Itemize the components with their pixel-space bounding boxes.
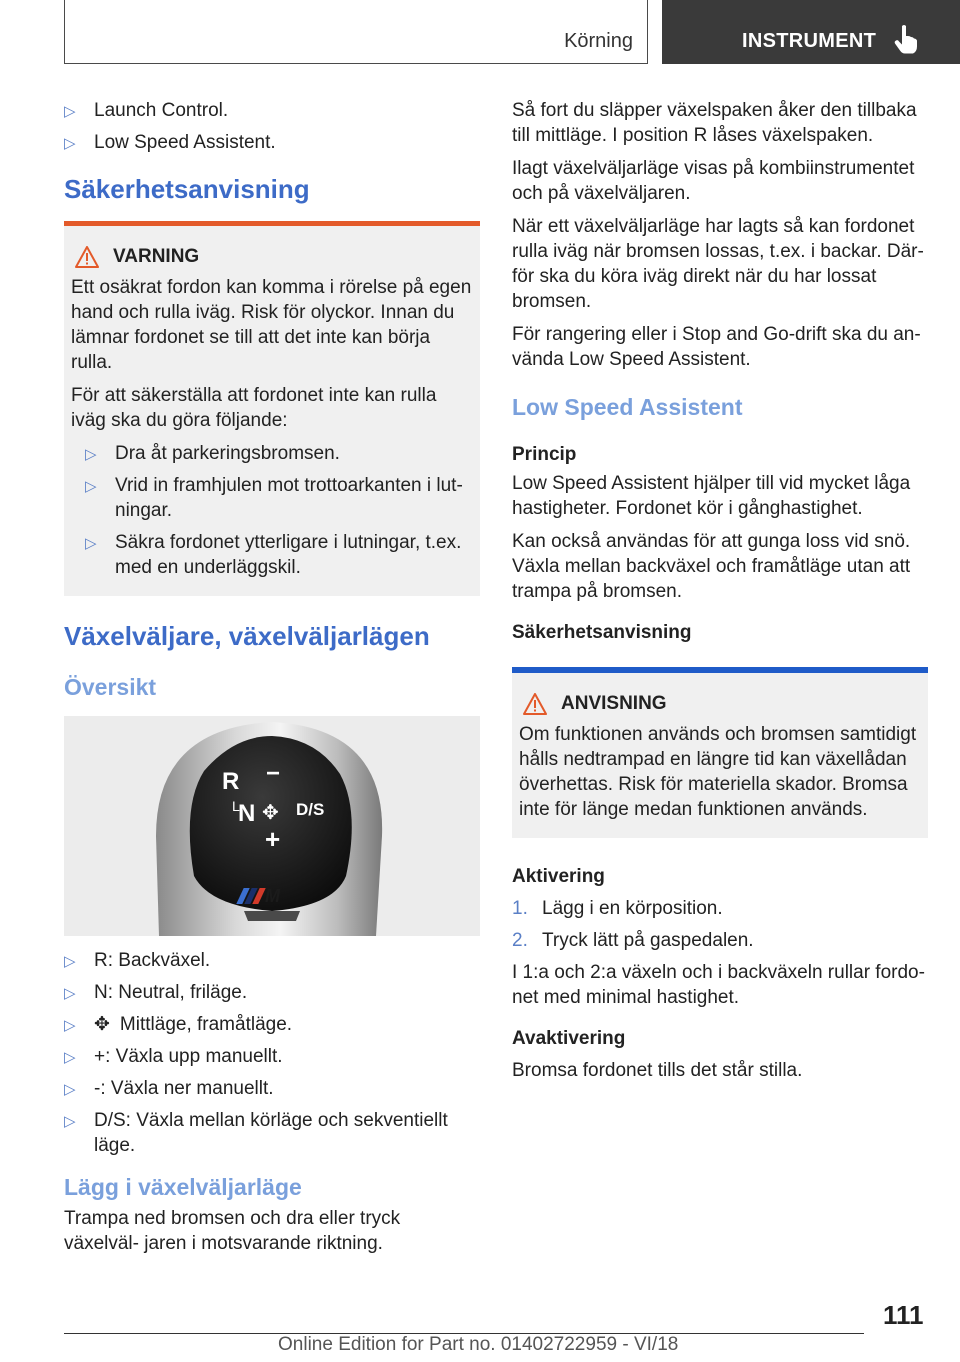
list-item: ▷ Vrid in framhjulen mot trottoarkanten i lut- ningar.	[85, 475, 463, 521]
warning-list	[71, 441, 473, 580]
left-column	[64, 98, 480, 1256]
center-position-icon: ✥	[262, 802, 279, 824]
principle-heading: Princip	[512, 444, 577, 465]
gear-selector-image	[64, 716, 480, 936]
safety-heading: Säkerhetsanvisning	[64, 174, 310, 204]
triangle-bullet-icon: ▷	[64, 1049, 76, 1066]
warning-title: VARNING	[71, 244, 473, 269]
list-item: ▷ Low Speed Assistent.	[64, 130, 480, 155]
paragraph: För rangering eller i Stop and Go-drift ska du an- vända Low Speed Assistent.	[512, 324, 921, 370]
pointing-hand-icon	[894, 24, 920, 54]
header-section-label: Körning	[564, 30, 633, 52]
knob-label-minus: −	[266, 760, 281, 787]
warning-box	[64, 221, 480, 596]
warning-text-2: För att säkerställa att fordonet inte kan rulla iväg ska du göra följande:	[71, 385, 437, 431]
header-chapter-tab[interactable]	[662, 0, 960, 64]
triangle-bullet-icon: ▷	[64, 953, 76, 970]
engage-text: Trampa ned bromsen och dra eller tryck växelväl- jaren i motsvarande riktning.	[64, 1208, 401, 1254]
triangle-bullet-icon: ▷	[64, 985, 76, 1002]
right-column	[512, 98, 928, 1083]
list-item: ▷ N: Neutral, friläge.	[64, 980, 480, 1005]
top-bullet-list	[64, 98, 480, 155]
paragraph: Kan också användas för att gunga loss vid snö. Växla mellan backväxel och framåtläge utan att trampa på bromsen.	[512, 531, 911, 602]
paragraph: Så fort du släpper växelspaken åker den tillbaka till mittläge. I position R låses växelspaken.	[512, 100, 917, 146]
triangle-bullet-icon: ▷	[85, 446, 97, 463]
paragraph: Ilagt växelväljarläge visas på kombiinstrumentet och på växelväljaren.	[512, 158, 915, 204]
lsa-heading: Low Speed Assistent	[512, 394, 743, 420]
knob-label-l: L	[232, 798, 240, 814]
triangle-bullet-icon: ▷	[64, 1017, 76, 1034]
page-number: 111	[883, 1300, 924, 1330]
center-position-icon: ✥	[94, 1014, 110, 1035]
warning-triangle-icon	[75, 246, 99, 268]
header-chapter-label: INSTRUMENT	[742, 30, 877, 52]
knob-label-ds: D/S	[296, 800, 325, 819]
list-item: ▷ Säkra fordonet ytterligare i lutningar, t.ex. med en underläggskil.	[85, 532, 462, 578]
triangle-bullet-icon: ▷	[64, 103, 76, 120]
list-item: 2. Tryck lätt på gaspedalen.	[512, 930, 754, 951]
footer-edition: Online Edition for Part no. 01402722959 - VI/18	[278, 1334, 679, 1355]
list-item: ▷ R: Backväxel.	[64, 948, 480, 973]
list-item: ▷ -: Växla ner manuellt.	[64, 1076, 480, 1101]
safety-subheading: Säkerhetsanvisning	[512, 622, 692, 643]
warning-text-1: Ett osäkrat fordon kan komma i rörelse på egen hand och rulla iväg. Risk för olyckor. Innan du lämnar fordonet se till att det inte kan börja rulla.	[71, 277, 472, 373]
paragraph: I 1:a och 2:a växeln och i backväxeln rullar fordo- net med minimal hastighet.	[512, 962, 925, 1008]
header-section-box	[64, 0, 648, 64]
m-logo-stripes: M	[240, 888, 280, 909]
activation-heading: Aktivering	[512, 866, 605, 887]
list-item: ▷ Dra åt parkeringsbromsen.	[85, 441, 473, 466]
list-item: ▷ D/S: Växla mellan körläge och sekventiellt läge.	[64, 1110, 448, 1156]
knob-label-r: R	[222, 768, 240, 795]
knob-label-n: N	[238, 800, 256, 827]
engage-heading: Lägg i växelväljarläge	[64, 1174, 302, 1200]
selector-legend-list	[64, 948, 480, 1158]
activation-steps	[512, 896, 928, 953]
list-item: ▷ +: Växla upp manuellt.	[64, 1044, 480, 1069]
knob-label-plus: +	[265, 824, 281, 854]
triangle-bullet-icon: ▷	[64, 1081, 76, 1098]
paragraph: När ett växelväljarläge har lagts så kan fordonet rulla iväg när bromsen lossas, t.ex. i backar. Där- för ska du köra iväg direkt när du har lossat bromsen.	[512, 216, 924, 312]
warning-triangle-icon	[523, 693, 547, 715]
list-item: 1. Lägg i en körposition.	[512, 898, 723, 919]
triangle-bullet-icon: ▷	[64, 135, 76, 152]
notice-box	[512, 667, 928, 838]
notice-text: Om funktionen används och bromsen samtidigt hålls nedtrampad en längre tid kan växellådan överhettas. Risk för materiella skador. Bromsa inte för länge medan funktionen används.	[519, 724, 917, 820]
notice-title: ANVISNING	[519, 691, 921, 716]
paragraph: Low Speed Assistent hjälper till vid mycket låga hastigheter. Fordonet kör i gånghastighet.	[512, 473, 911, 519]
triangle-bullet-icon: ▷	[85, 478, 97, 495]
paragraph: Bromsa fordonet tills det står stilla.	[512, 1060, 803, 1081]
list-item: ▷ ✥ Mittläge, framåtläge.	[64, 1012, 480, 1037]
triangle-bullet-icon: ▷	[85, 535, 97, 552]
overview-heading: Översikt	[64, 674, 157, 700]
list-item: ▷ Launch Control.	[64, 98, 480, 123]
deactivation-heading: Avaktivering	[512, 1028, 626, 1049]
selector-heading: Växelväljare, växelväljarlägen	[64, 621, 430, 651]
triangle-bullet-icon: ▷	[64, 1113, 76, 1130]
